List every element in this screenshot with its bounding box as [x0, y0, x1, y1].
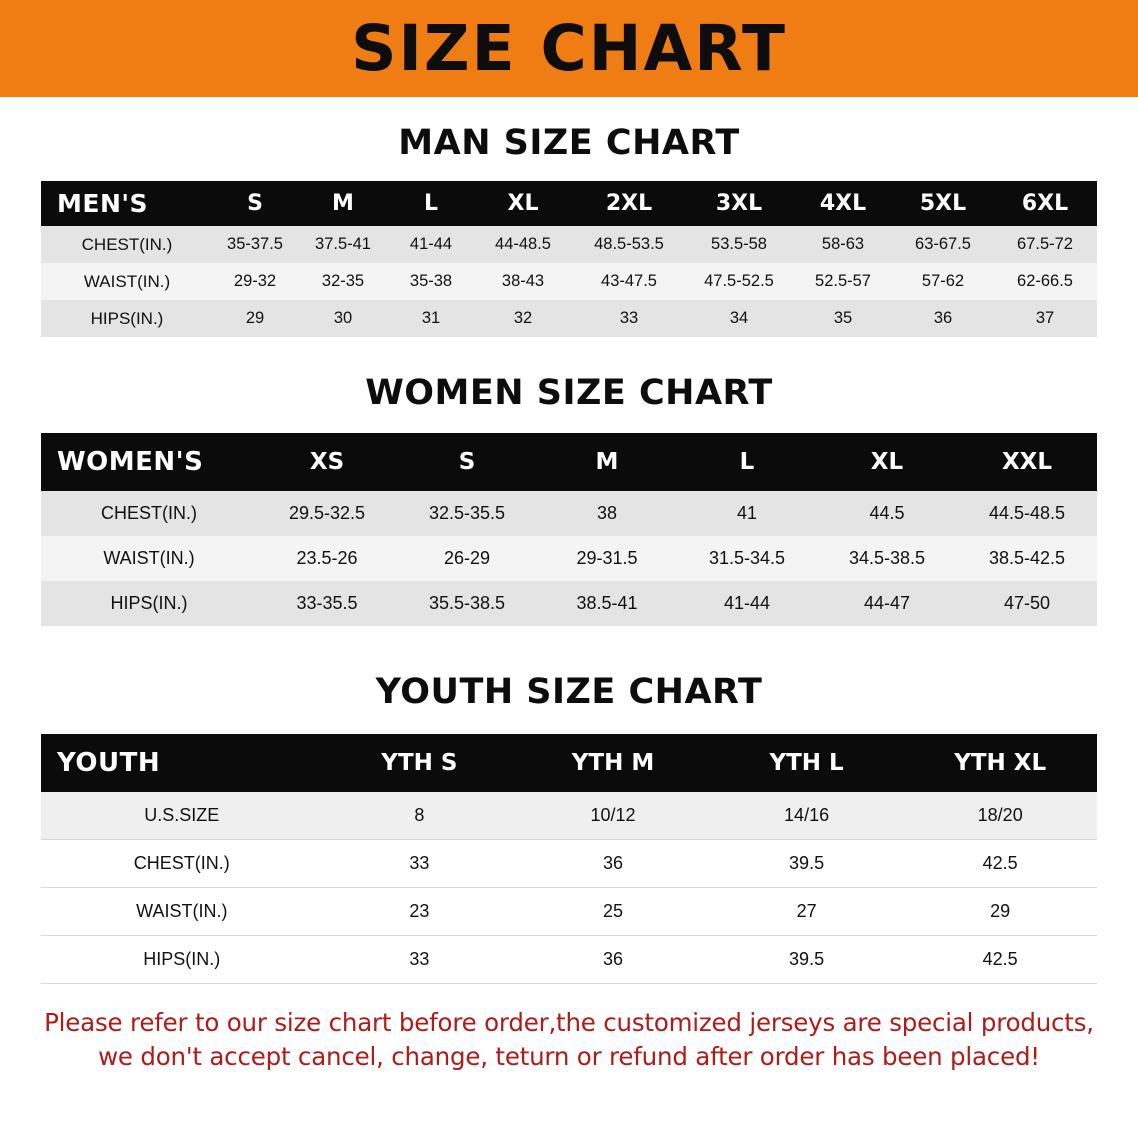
- table-cell: 33: [323, 840, 517, 888]
- table-cell: 34.5-38.5: [817, 536, 957, 581]
- table-cell: 10/12: [516, 792, 710, 840]
- table-cell: 67.5-72: [993, 226, 1097, 263]
- table-cell: 36: [516, 936, 710, 984]
- table-row: [41, 840, 1097, 888]
- column-header: M: [537, 433, 677, 491]
- table-cell: 36: [516, 840, 710, 888]
- table-cell: 42.5: [903, 840, 1097, 888]
- row-label: HIPS(IN.): [41, 581, 257, 626]
- table-cell: 29: [213, 300, 297, 337]
- column-header: M: [297, 181, 389, 226]
- table-cell: 23: [323, 888, 517, 936]
- table-row: [41, 263, 1097, 300]
- table-cell: 29: [903, 888, 1097, 936]
- women-size-table: [41, 433, 1097, 626]
- column-header: YTH M: [516, 734, 710, 792]
- man-size-table-wrapper: [41, 181, 1097, 337]
- table-cell: 48.5-53.5: [573, 226, 685, 263]
- column-header: XL: [817, 433, 957, 491]
- table-cell: 38.5-42.5: [957, 536, 1097, 581]
- table-cell: 57-62: [893, 263, 993, 300]
- table-cell: 37.5-41: [297, 226, 389, 263]
- column-header: 5XL: [893, 181, 993, 226]
- table-cell: 41-44: [677, 581, 817, 626]
- youth-size-table: [41, 734, 1097, 984]
- table-cell: 43-47.5: [573, 263, 685, 300]
- table-cell: 39.5: [710, 840, 904, 888]
- table-cell: 23.5-26: [257, 536, 397, 581]
- table-cell: 30: [297, 300, 389, 337]
- column-header: WOMEN'S: [41, 433, 257, 491]
- man-section-title: MAN SIZE CHART: [398, 123, 740, 163]
- table-cell: 44-48.5: [473, 226, 573, 263]
- table-cell: 33: [323, 936, 517, 984]
- table-cell: 33-35.5: [257, 581, 397, 626]
- page-title: SIZE CHART: [351, 12, 787, 85]
- table-cell: 35-38: [389, 263, 473, 300]
- table-cell: 47.5-52.5: [685, 263, 793, 300]
- column-header: 2XL: [573, 181, 685, 226]
- table-cell: 44-47: [817, 581, 957, 626]
- row-label: WAIST(IN.): [41, 888, 323, 936]
- column-header: MEN'S: [41, 181, 213, 226]
- page-banner: [0, 0, 1138, 97]
- man-size-table: [41, 181, 1097, 337]
- women-size-table-wrapper: [41, 433, 1097, 626]
- table-cell: 31: [389, 300, 473, 337]
- table-cell: 31.5-34.5: [677, 536, 817, 581]
- table-cell: 29-31.5: [537, 536, 677, 581]
- column-header: 3XL: [685, 181, 793, 226]
- table-header-row: [41, 433, 1097, 491]
- table-cell: 42.5: [903, 936, 1097, 984]
- table-cell: 35: [793, 300, 893, 337]
- youth-section-title: YOUTH SIZE CHART: [375, 672, 763, 712]
- disclaimer-line-1: Please refer to our size chart before order,the customized jerseys are special products,: [44, 1008, 1094, 1037]
- table-cell: 38: [537, 491, 677, 536]
- row-label: CHEST(IN.): [41, 226, 213, 263]
- column-header: 6XL: [993, 181, 1097, 226]
- table-cell: 53.5-58: [685, 226, 793, 263]
- table-row: [41, 888, 1097, 936]
- table-cell: 32-35: [297, 263, 389, 300]
- row-label: WAIST(IN.): [41, 536, 257, 581]
- column-header: YTH S: [323, 734, 517, 792]
- table-cell: 44.5: [817, 491, 957, 536]
- table-cell: 41-44: [389, 226, 473, 263]
- table-row: [41, 581, 1097, 626]
- table-cell: 27: [710, 888, 904, 936]
- table-cell: 63-67.5: [893, 226, 993, 263]
- row-label: HIPS(IN.): [41, 936, 323, 984]
- table-cell: 18/20: [903, 792, 1097, 840]
- table-cell: 36: [893, 300, 993, 337]
- table-cell: 44.5-48.5: [957, 491, 1097, 536]
- table-row: [41, 491, 1097, 536]
- table-cell: 39.5: [710, 936, 904, 984]
- table-cell: 35-37.5: [213, 226, 297, 263]
- column-header: XL: [473, 181, 573, 226]
- column-header: XXL: [957, 433, 1097, 491]
- table-cell: 52.5-57: [793, 263, 893, 300]
- table-cell: 47-50: [957, 581, 1097, 626]
- column-header: YTH XL: [903, 734, 1097, 792]
- table-cell: 62-66.5: [993, 263, 1097, 300]
- column-header: YTH L: [710, 734, 904, 792]
- row-label: WAIST(IN.): [41, 263, 213, 300]
- table-cell: 38.5-41: [537, 581, 677, 626]
- table-cell: 14/16: [710, 792, 904, 840]
- table-cell: 32.5-35.5: [397, 491, 537, 536]
- table-cell: 29.5-32.5: [257, 491, 397, 536]
- table-cell: 29-32: [213, 263, 297, 300]
- column-header: L: [389, 181, 473, 226]
- table-row: [41, 936, 1097, 984]
- table-row: [41, 536, 1097, 581]
- column-header: L: [677, 433, 817, 491]
- table-cell: 8: [323, 792, 517, 840]
- table-row: [41, 226, 1097, 263]
- disclaimer-line-2: we don't accept cancel, change, teturn or refund after order has been placed!: [98, 1041, 1040, 1071]
- column-header: S: [213, 181, 297, 226]
- row-label: HIPS(IN.): [41, 300, 213, 337]
- table-cell: 41: [677, 491, 817, 536]
- row-label: CHEST(IN.): [41, 491, 257, 536]
- disclaimer-note: [34, 1006, 1104, 1074]
- column-header: 4XL: [793, 181, 893, 226]
- table-cell: 26-29: [397, 536, 537, 581]
- table-row: [41, 792, 1097, 840]
- table-header-row: [41, 734, 1097, 792]
- women-section-title: WOMEN SIZE CHART: [365, 373, 773, 413]
- table-cell: 38-43: [473, 263, 573, 300]
- table-cell: 35.5-38.5: [397, 581, 537, 626]
- table-cell: 25: [516, 888, 710, 936]
- column-header: S: [397, 433, 537, 491]
- table-cell: 33: [573, 300, 685, 337]
- column-header: XS: [257, 433, 397, 491]
- column-header: YOUTH: [41, 734, 323, 792]
- table-cell: 34: [685, 300, 793, 337]
- table-cell: 58-63: [793, 226, 893, 263]
- row-label: U.S.SIZE: [41, 792, 323, 840]
- table-header-row: [41, 181, 1097, 226]
- row-label: CHEST(IN.): [41, 840, 323, 888]
- table-cell: 37: [993, 300, 1097, 337]
- table-row: [41, 300, 1097, 337]
- youth-size-table-wrapper: [41, 734, 1097, 984]
- table-cell: 32: [473, 300, 573, 337]
